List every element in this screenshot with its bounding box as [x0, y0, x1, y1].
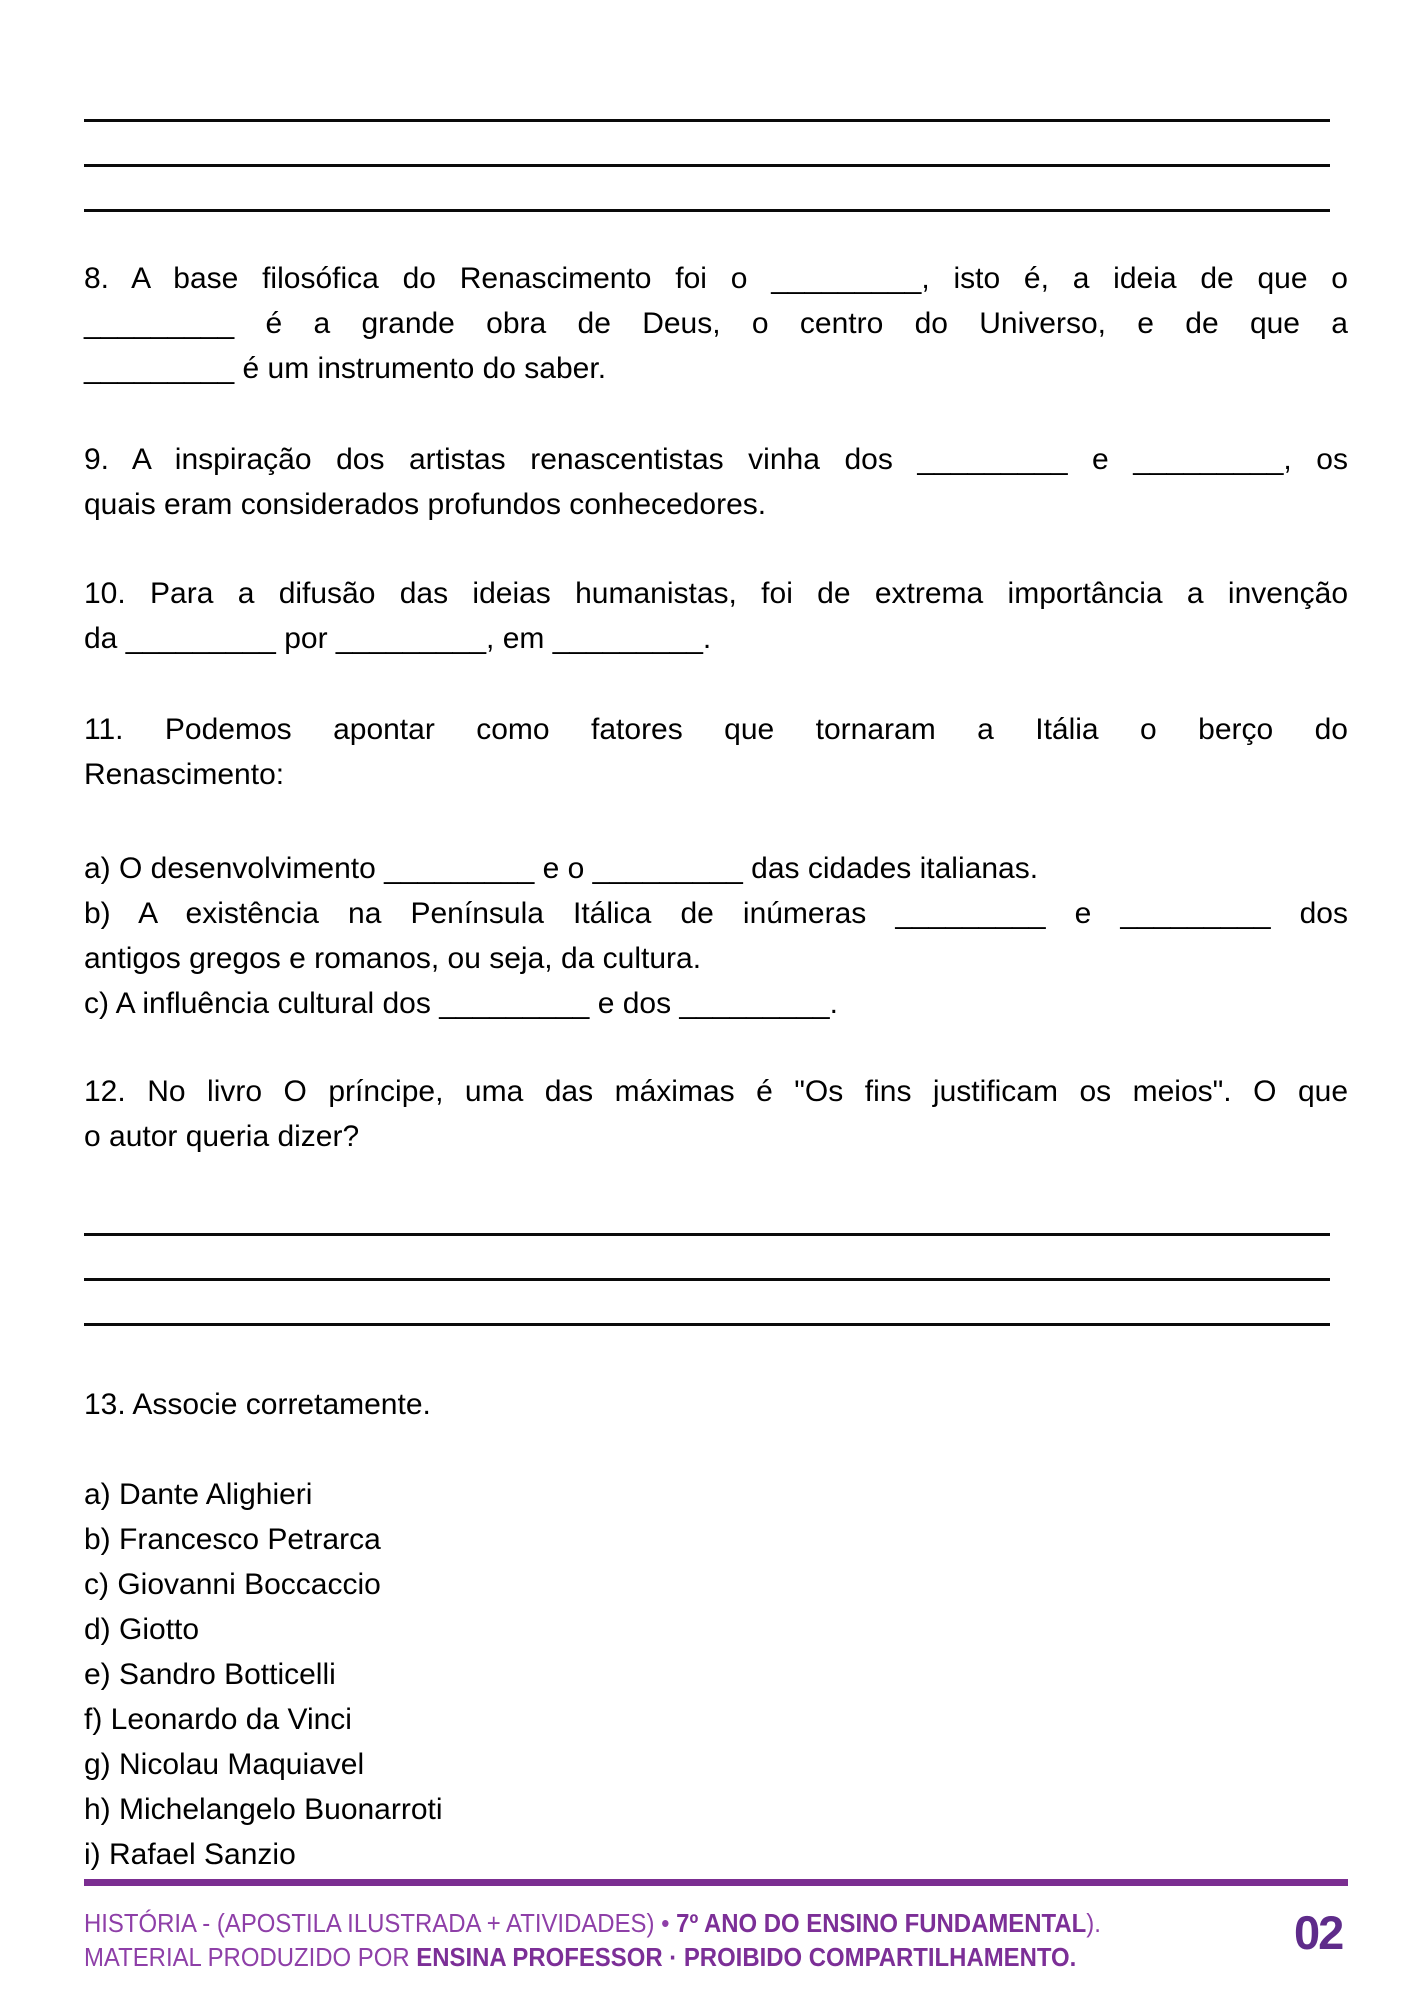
question-11-option-b	[84, 891, 1348, 981]
list-item: h) Michelangelo Buonarroti	[84, 1793, 443, 1826]
question-text-line: o autor queria dizer?	[84, 1120, 360, 1153]
question-text-line: _________ é a grande obra de Deus, o centro do Universo, e de que a	[84, 307, 1348, 340]
question-text-line: 12. No livro O príncipe, uma das máximas é "Os fins justificam os meios". O que	[84, 1075, 1348, 1108]
footer-line1-suffix: ).	[1086, 1908, 1101, 1938]
question-text-line: quais eram considerados profundos conhecedores.	[84, 488, 767, 521]
footer	[84, 1906, 1348, 1974]
page-number: 02	[1294, 1906, 1343, 1959]
question-text-line: 9. A inspiração dos artistas renascentistas vinha dos _________ e _________, os	[84, 443, 1348, 476]
question-9	[84, 437, 1348, 527]
question-text-line: 13. Associe corretamente.	[84, 1388, 431, 1421]
question-11-option-a	[84, 846, 1348, 891]
question-text-line: antigos gregos e romanos, ou seja, da cultura.	[84, 942, 702, 975]
footer-grade-info: 7º ANO DO ENSINO FUNDAMENTAL	[676, 1908, 1087, 1938]
question-text-line: da _________ por _________, em _________.	[84, 622, 712, 655]
question-8	[84, 256, 1348, 391]
answer-line	[84, 167, 1330, 212]
list-item: g) Nicolau Maquiavel	[84, 1748, 365, 1781]
question-10	[84, 571, 1348, 661]
question-text-line: 11. Podemos apontar como fatores que tornaram a Itália o berço do	[84, 713, 1348, 746]
list-item: a) Dante Alighieri	[84, 1478, 313, 1511]
question-11	[84, 707, 1348, 797]
footer-course-info: HISTÓRIA - (APOSTILA ILUSTRADA + ATIVIDADES)	[84, 1908, 655, 1938]
answer-lines-top	[84, 77, 1348, 212]
list-item: i) Rafael Sanzio	[84, 1838, 296, 1871]
question-text-line: Renascimento:	[84, 758, 285, 791]
worksheet-content	[84, 0, 1348, 1974]
footer-line-2	[84, 1940, 1348, 1974]
list-item: e) Sandro Botticelli	[84, 1658, 336, 1691]
question-11-option-c	[84, 981, 1348, 1026]
question-text-line: _________ é um instrumento do saber.	[84, 352, 607, 385]
question-13	[84, 1382, 1348, 1427]
question-12	[84, 1069, 1348, 1159]
footer-separator-dot: •	[661, 1908, 670, 1938]
list-item: c) Giovanni Boccaccio	[84, 1568, 381, 1601]
question-text-line: 8. A base filosófica do Renascimento foi o _________, isto é, a ideia de que o	[84, 262, 1348, 295]
answer-line	[84, 1236, 1330, 1281]
question-text-line: b) A existência na Península Itálica de inúmeras _________ e _________ dos	[84, 897, 1348, 930]
answer-line	[84, 77, 1330, 122]
footer-producer-name: ENSINA PROFESSOR · PROIBIDO COMPARTILHAMENTO.	[416, 1942, 1077, 1972]
question-text-line: a) O desenvolvimento _________ e o _________ das cidades italianas.	[84, 852, 1039, 885]
question-text-line: 10. Para a difusão das ideias humanistas, foi de extrema importância a invenção	[84, 577, 1348, 610]
footer-producer-label: MATERIAL PRODUZIDO POR	[84, 1942, 410, 1972]
list-item: f) Leonardo da Vinci	[84, 1703, 352, 1736]
question-text-line: c) A influência cultural dos _________ e dos _________.	[84, 987, 838, 1020]
list-item: d) Giotto	[84, 1613, 200, 1646]
association-list	[84, 1472, 1348, 1877]
answer-lines-after-q12	[84, 1191, 1348, 1326]
footer-divider	[84, 1879, 1348, 1886]
answer-line	[84, 1281, 1330, 1326]
list-item: b) Francesco Petrarca	[84, 1523, 381, 1556]
footer-line-1	[84, 1906, 1348, 1940]
answer-line	[84, 122, 1330, 167]
answer-line	[84, 1191, 1330, 1236]
